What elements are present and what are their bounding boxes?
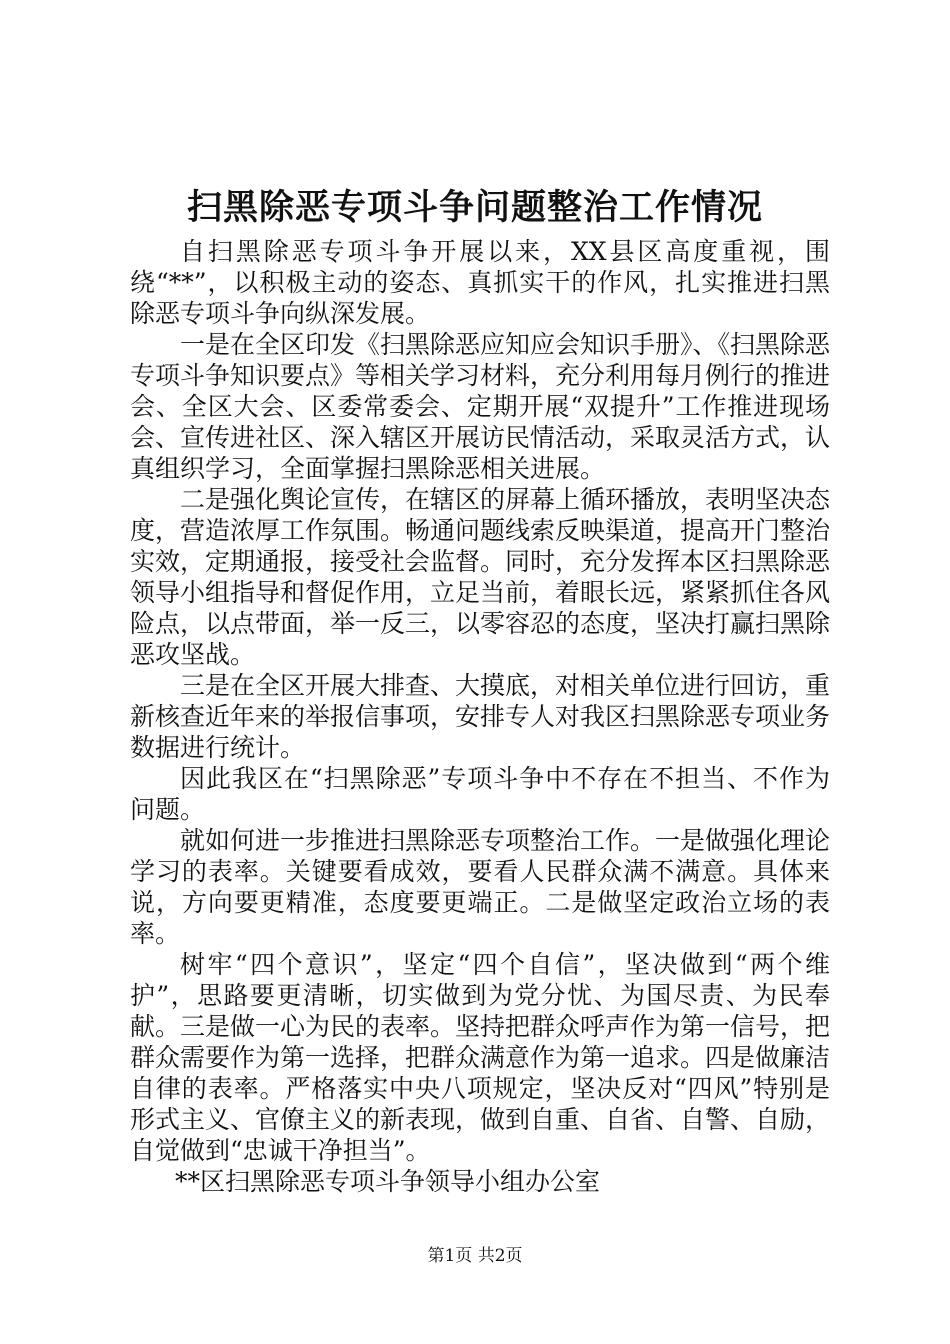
document-body xyxy=(130,236,830,1197)
paragraph: 一是在全区印发《扫黑除恶应知应会知识手册》、《扫黑除恶专项斗争知识要点》等相关学习材料，充分利用每月例行的推进会、全区大会、区委常委会、定期开展“双提升”工作推进现场会、宣传进社区、深入辖区开展访民情活动，采取灵活方式，认真组织学习，全面掌握扫黑除恶相关进展。 xyxy=(130,330,831,483)
paragraph: 树牢“四个意识”，坚定“四个自信”，坚决做到“两个维护”，思路要更清晰，切实做到为党分忧、为国尽责、为民奉献。三是做一心为民的表率。坚持把群众呼声作为第一信号，把群众需要作为第一选择，把群众满意作为第一追求。四是做廉洁自律的表率。严格落实中央八项规定，坚决反对“四风”特别是形式主义、官僚主义的新表现，做到自重、自省、自警、自励，自觉做到“忠诚干净担当”。 xyxy=(130,950,831,1165)
paragraph: 三是在全区开展大排查、大摸底，对相关单位进行回访，重新核查近年来的举报信事项，安排专人对我区扫黑除恶专项业务数据进行统计。 xyxy=(130,671,831,762)
paragraph: 就如何进一步推进扫黑除恶专项整治工作。一是做强化理论学习的表率。关键要看成效，要看人民群众满不满意。具体来说，方向要更精准，态度要更端正。二是做坚定政治立场的表率。 xyxy=(130,826,831,948)
paragraph: 自扫黑除恶专项斗争开展以来，XX县区高度重视，围绕“**”，以积极主动的姿态、真抓实干的作风，扎实推进扫黑除恶专项斗争向纵深发展。 xyxy=(130,237,830,328)
paragraph: 二是强化舆论宣传，在辖区的屏幕上循环播放，表明坚决态度，营造浓厚工作氛围。畅通问题线索反映渠道，提高开门整治实效，定期通报，接受社会监督。同时，充分发挥本区扫黑除恶领导小组指导和督促作用，立足当前，着眼长远，紧紧抓住各风险点，以点带面，举一反三，以零容忍的态度，坚决打赢扫黑除恶攻坚战。 xyxy=(130,485,831,669)
paragraph: 因此我区在“扫黑除恶”专项斗争中不存在不担当、不作为问题。 xyxy=(130,764,830,824)
signature: **区扫黑除恶专项斗争领导小组办公室 xyxy=(175,1167,601,1196)
document-title: 扫黑除恶专项斗争问题整治工作情况 xyxy=(186,188,763,228)
page-number: 第1页 共2页 xyxy=(427,1246,523,1266)
